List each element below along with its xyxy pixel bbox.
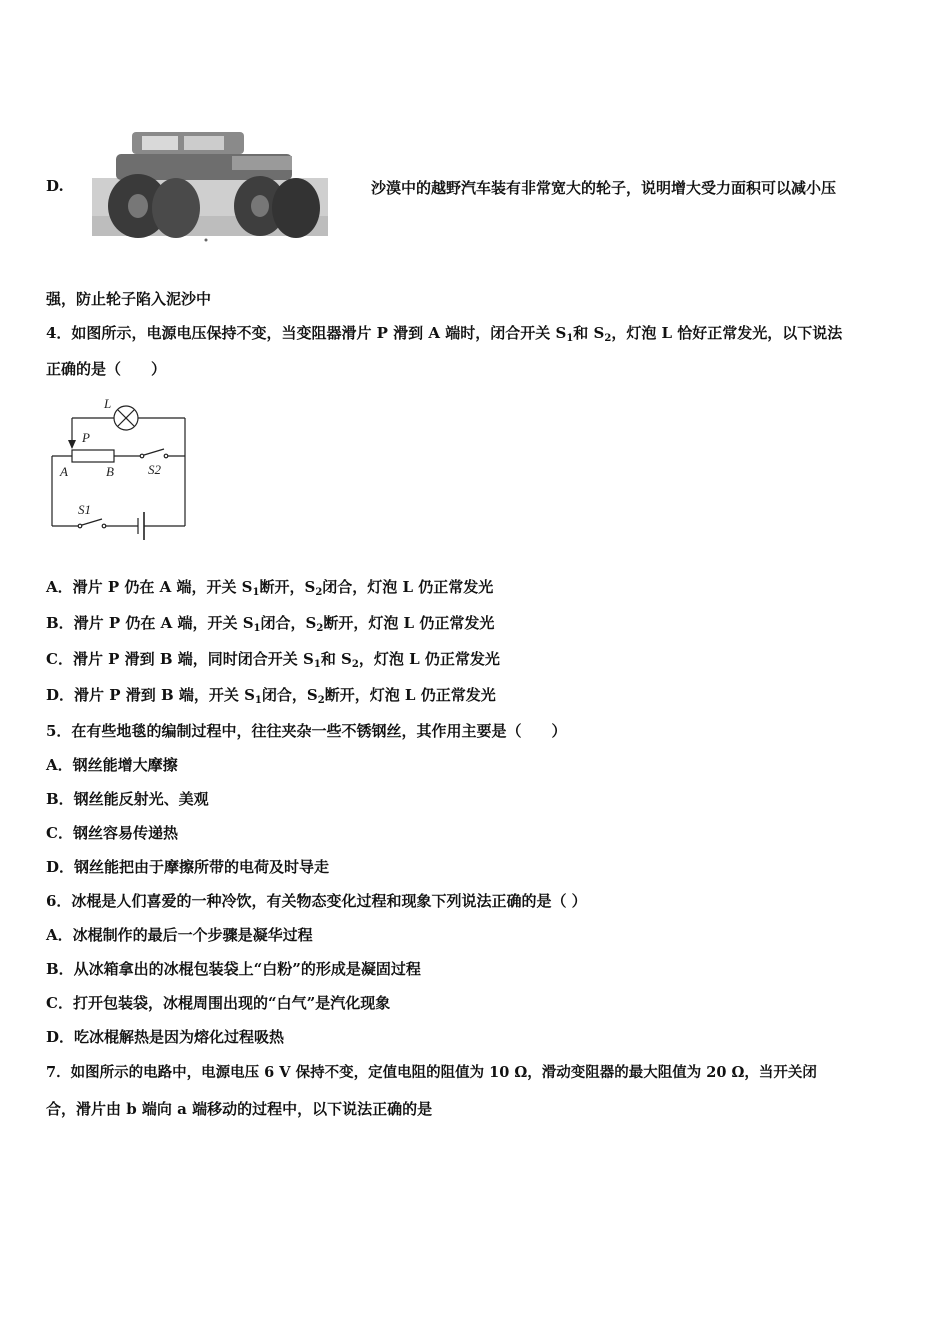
question-7-stem-line2: 合，滑片由 b 端向 a 端移动的过程中，以下说法正确的是 <box>46 1100 433 1118</box>
circuit-diagram <box>46 394 196 542</box>
q5-option-c: C．钢丝容易传递热 <box>46 824 178 842</box>
q4-option-a: A．滑片 P 仍在 A 端，开关 $S_1$断开，$S_2$闭合，灯泡 L 仍正常发光 <box>46 578 494 598</box>
q5-option-a: A．钢丝能增大摩擦 <box>46 756 178 774</box>
q4-option-d: D．滑片 P 滑到 B 端，开关 $S_1$闭合，$S_2$断开，灯泡 L 仍正常发光 <box>46 686 496 706</box>
slider-label: P <box>82 430 90 445</box>
switch-s1-label: S1 <box>78 502 91 517</box>
end-a-label: A <box>60 464 68 479</box>
switch-s2-label: S2 <box>148 462 161 477</box>
q6-option-b: B．从冰箱拿出的冰棍包装袋上“白粉”的形成是凝固过程 <box>46 960 421 978</box>
question-4-stem: 4．如图所示，电源电压保持不变，当变阻器滑片 P 滑到 A 端时，闭合开关 $S_1$和 $S_2$，灯泡 L 恰好正常发光，以下说法 <box>46 324 843 344</box>
question-7-stem: 7．如图所示的电路中，电源电压 6 V 保持不变，定值电阻的阻值为 10 Ω，滑动变阻器的最大阻值为 20 Ω，当开关闭 <box>46 1064 817 1081</box>
question-6-stem: 6．冰棍是人们喜爱的一种冷饮，有关物态变化过程和现象下列说法正确的是（ ） <box>46 892 587 910</box>
question-5-stem: 5．在有些地毯的编制过程中，往往夹杂一些不锈钢丝，其作用主要是（ ） <box>46 722 567 740</box>
q5-option-b: B．钢丝能反射光、美观 <box>46 790 209 808</box>
end-b-label: B <box>106 464 114 479</box>
offroad-truck-image <box>92 126 328 244</box>
q5-option-d: D．钢丝能把由于摩擦所带的电荷及时导走 <box>46 858 330 876</box>
q6-option-a: A．冰棍制作的最后一个步骤是凝华过程 <box>46 926 313 944</box>
option-d-text: 沙漠中的越野汽车装有非常宽大的轮子，说明增大受力面积可以减小压 <box>371 179 837 197</box>
q6-option-c: C．打开包装袋，冰棍周围出现的“白气”是汽化现象 <box>46 994 391 1012</box>
option-d-label: D. <box>46 177 64 195</box>
question-4-stem-line2: 正确的是（ ） <box>46 360 167 378</box>
lamp-label: L <box>104 396 112 411</box>
q6-option-d: D．吃冰棍解热是因为熔化过程吸热 <box>46 1028 285 1046</box>
q4-option-c: C．滑片 P 滑到 B 端，同时闭合开关 $S_1$和 $S_2$，灯泡 L 仍正常发光 <box>46 650 500 670</box>
option-d-text-continued: 强，防止轮子陷入泥沙中 <box>46 290 212 308</box>
q4-option-b: B．滑片 P 仍在 A 端，开关 $S_1$闭合，$S_2$断开，灯泡 L 仍正常发光 <box>46 614 495 634</box>
